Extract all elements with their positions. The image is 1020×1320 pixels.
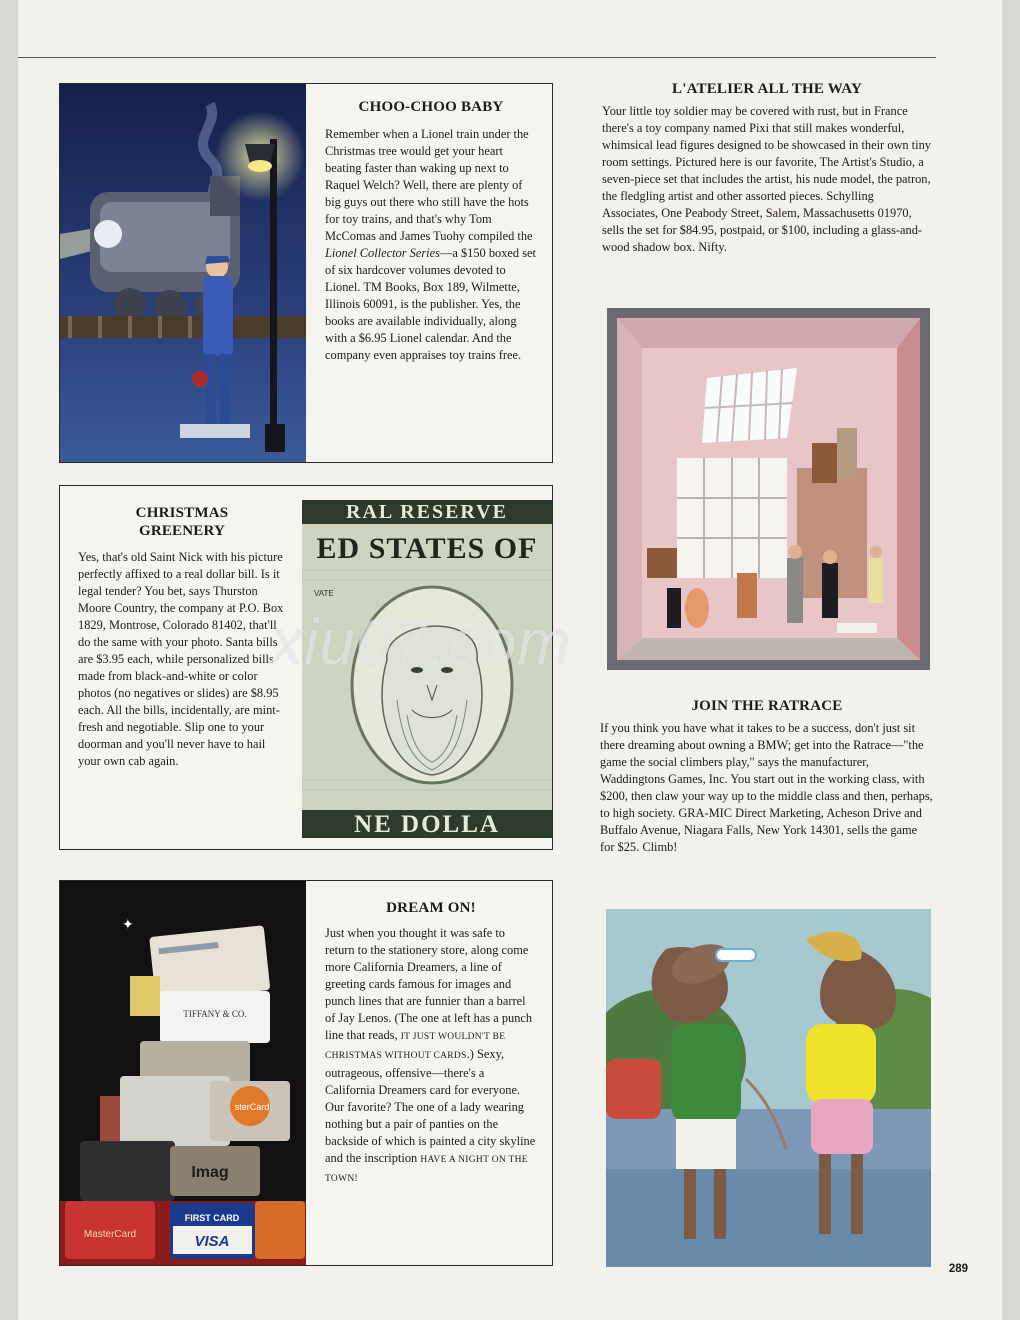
cards-svg: [60, 881, 306, 1265]
greenery-title: [78, 504, 286, 540]
magazine-page: [18, 0, 1002, 1320]
christmas-greenery-box: [59, 485, 553, 850]
atelier-title: L'ATELIER ALL THE WAY: [672, 81, 862, 97]
top-rule: [18, 57, 936, 58]
choo-choo-body-part1: Remember when a Lionel train under the Christmas tree would get your heart beating faster than waking up next to Raquel Welch? Well, there are plenty of big guys out there who still have the hots for toy trains, and that's why Tom McComas and James Tuohy compiled the: [325, 127, 533, 243]
dream-on-box: [59, 880, 553, 1266]
greenery-text: [78, 504, 286, 770]
artist-studio-photo: [607, 308, 930, 670]
visa-text: VISA: [194, 1233, 230, 1250]
lionel-series-title: Lionel Collector Series: [325, 246, 440, 260]
bill-mid-text: ED STATES OF: [316, 532, 538, 565]
choo-choo-title: CHOO-CHOO BABY: [358, 99, 504, 115]
mastercard-text: MasterCard: [83, 1229, 137, 1240]
credit-cards-photo: [60, 881, 306, 1265]
image-card-text: Imag: [191, 1164, 229, 1181]
punch-line: IT JUST WOULDN'T BE CHRISTMAS WITHOUT CARDS: [325, 1032, 506, 1061]
page-number: 289: [948, 1263, 968, 1275]
bill-top-text: RAL RESERVE: [346, 501, 508, 523]
ratrace-illustration: [606, 909, 931, 1267]
greenery-title-line2: GREENERY: [138, 523, 226, 539]
bill-small-text: VATE: [314, 589, 334, 598]
bill-bottom-text: NE DOLLA: [354, 811, 500, 838]
train-illustration-svg: [60, 84, 306, 462]
ratrace-body: If you think you have what it takes to be a success, don't just sit there dreaming about owning a BMW; get into the Ratrace—"the game the social climbers play," says the manufacturer, Waddingtons Games, Inc. You start out in the working class, with $200, then claw your way up to the middle class and then, perhaps, to high society. GRA-MIC Direct Marketing, Acheson Drive and Buffalo Avenue, Niagara Falls, New York 14301, sells the game for $25. Climb!: [600, 721, 933, 854]
mastercard-partial-text: sterCard: [234, 1102, 270, 1112]
tiffany-card-text: TIFFANY & CO.: [183, 1009, 247, 1019]
rats-svg: [606, 909, 931, 1267]
first-card-text: FIRST CARD: [184, 1213, 240, 1223]
dream-on-title: DREAM ON!: [386, 900, 476, 916]
dollar-bill-svg: [302, 500, 552, 838]
train-illustration: [60, 84, 306, 462]
inscription: HAVE A NIGHT ON THE TOWN!: [325, 1155, 528, 1184]
dream-on-body: [325, 925, 537, 1188]
watermark: xiu07.com: [271, 606, 572, 678]
sparkle-icon: ✦: [122, 918, 134, 933]
atelier-body: Your little toy soldier may be covered with rust, but in France there's a toy company named Pixi that still makes wonderful, whimsical lead figures designed to be showcased in their own tiny room settings. Pictured here is our favorite, The Artist's Studio, a seven-piece set that includes the artist, his nude model, the patron, the fledgling artist and other assorted pieces. Schylling Associates, One Peabody Street, Salem, Massachusetts 01970, sells the set for $84.95, postpaid, or $100, including a glass-and-wood shadow box. Nifty.: [602, 104, 931, 254]
dream-on-body-part2: .) Sexy, outrageous, offensive—there's a California Dreamers card for everyone. Our favorite? The one of a lady wearing nothing but a pair of panties on the backside of which is painted a city skyline and the inscription: [325, 1047, 536, 1165]
ratrace-text: [600, 697, 934, 856]
choo-choo-box: [59, 83, 553, 463]
santa-dollar-bill-photo: [302, 500, 552, 838]
choo-choo-body-part2: —a $150 boxed set of six hardcover volumes devoted to Lionel. TM Books, Box 189, Wilmette, Illinois 60091, is the publisher. Yes, the books are available individually, along with a $6.95 Lionel calendar. And the company even appraises toy trains free.: [325, 246, 536, 362]
dream-on-text: [325, 899, 537, 1188]
greenery-body: Yes, that's old Saint Nick with his picture perfectly affixed to a real dollar bill. Is it legal tender? You bet, says Thurston Moore Country, the company at P.O. Box 1829, Montrose, Colorado 81402, that'll do the same with your photo. Santa bills are $3.95 each, while personalized bills made from black-and-white or color photos (no negatives or slides) are $8.95 each. All the bills, incidentally, are mint-fresh and negotiable. Slip one to your doorman and you'll never have to hail your own cab again.: [78, 550, 284, 768]
greenery-title-line1: CHRISTMAS: [135, 505, 229, 521]
atelier-text: [602, 80, 932, 256]
ratrace-title: JOIN THE RATRACE: [691, 698, 843, 714]
choo-choo-text: [325, 98, 537, 364]
choo-choo-body: [325, 126, 537, 364]
studio-svg: [607, 308, 930, 670]
dream-on-body-part1: Just when you thought it was safe to return to the stationery store, along come more California Dreamers, a line of greeting cards famous for images and punch lines that are funnier than a barrel of Jay Lenos. (The one at left has a punch line that reads,: [325, 926, 533, 1042]
